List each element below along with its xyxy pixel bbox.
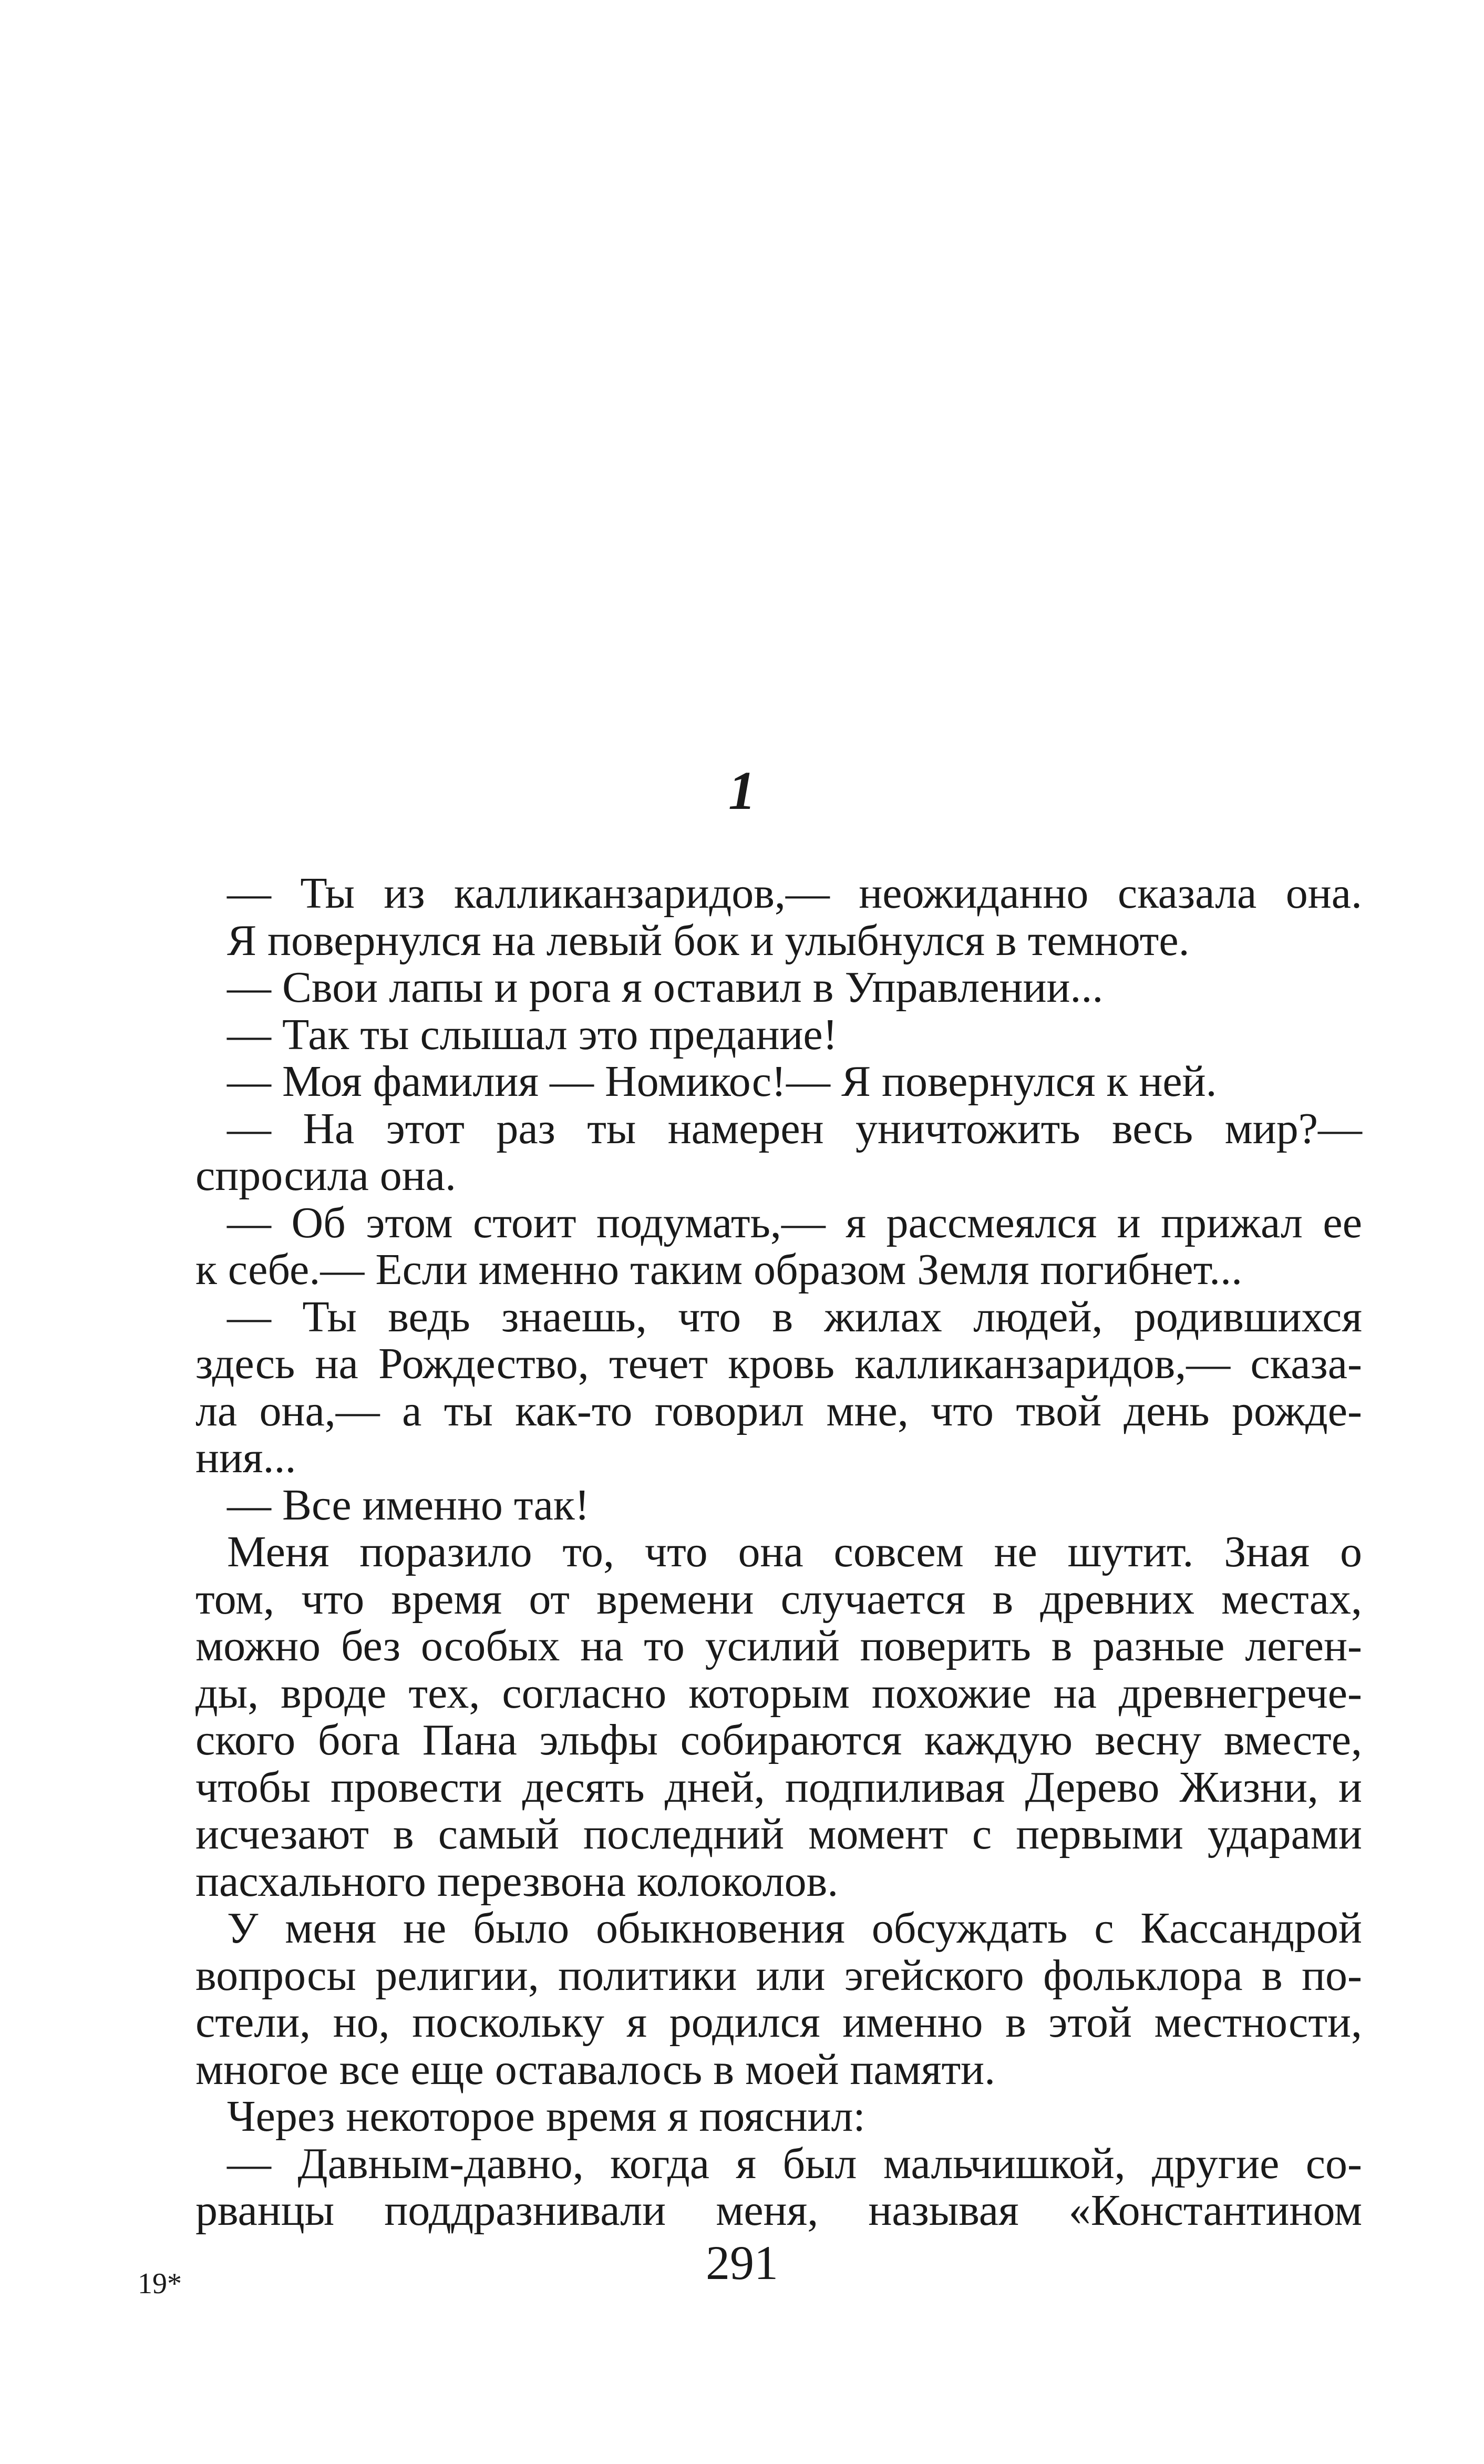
text-line: Через некоторое время я пояснил:: [227, 2092, 865, 2141]
text-line: ды, вроде тех, согласно которым похожие на древнегрече-: [195, 1668, 1362, 1718]
text-line: спросила она.: [195, 1151, 457, 1200]
text-line: исчезают в самый последний момент с первыми ударами: [195, 1810, 1362, 1859]
text-line: — Давным-давно, когда я был мальчишкой, другие со-: [227, 2139, 1362, 2188]
text-line: чтобы провести десять дней, подпиливая Дерево Жизни, и: [195, 1762, 1362, 1812]
text-body: [195, 870, 1362, 2234]
chapter-number: 1: [728, 761, 756, 821]
text-line: ла она,— а ты как-то говорил мне, что твой день рожде-: [195, 1386, 1362, 1435]
text-line: вопросы религии, политики или эгейского фольклора в по-: [195, 1950, 1362, 2000]
text-line: том, что время от времени случается в древних местах,: [195, 1574, 1362, 1624]
text-line: к себе.— Если именно таким образом Земля погибнет...: [195, 1245, 1243, 1294]
text-line: ского бога Пана эльфы собираются каждую весну вместе,: [195, 1716, 1362, 1764]
text-line: пасхального перезвона колоколов.: [195, 1856, 839, 1906]
printer-signature-mark: 19*: [138, 2267, 182, 2300]
text-line: многое все еще оставалось в моей памяти.: [195, 2045, 996, 2094]
text-line: рванцы поддразнивали меня, называя «Константином: [195, 2186, 1362, 2235]
text-line: ния...: [195, 1433, 296, 1482]
text-line: — Все именно так!: [227, 1480, 590, 1529]
text-line: можно без особых на то усилий поверить в разные леген-: [195, 1621, 1362, 1670]
text-line: — Ты ведь знаешь, что в жилах людей, родившихся: [227, 1292, 1362, 1341]
text-line: У меня не было обыкновения обсуждать с Кассандрой: [227, 1904, 1362, 1953]
text-line: стели, но, поскольку я родился именно в этой местности,: [195, 1998, 1362, 2047]
text-line: здесь на Рождество, течет кровь калликанзаридов,— сказа-: [195, 1339, 1362, 1388]
text-line: — Ты из калликанзаридов,— неожиданно сказала она.: [227, 869, 1362, 918]
text-line: — Моя фамилия — Номикос!— Я повернулся к ней.: [227, 1057, 1217, 1106]
text-line: Меня поразило то, что она совсем не шутит. Зная о: [227, 1527, 1362, 1576]
text-line: — Об этом стоит подумать,— я рассмеялся и прижал ее: [227, 1198, 1362, 1247]
text-line: Я повернулся на левый бок и улыбнулся в темноте.: [227, 916, 1190, 965]
text-line: — Так ты слышал это предание!: [227, 1010, 838, 1059]
text-line: — На этот раз ты намерен уничтожить весь мир?—: [227, 1104, 1362, 1153]
text-line: — Свои лапы и рога я оставил в Управлении...: [227, 963, 1104, 1012]
page-number: 291: [706, 2236, 778, 2290]
